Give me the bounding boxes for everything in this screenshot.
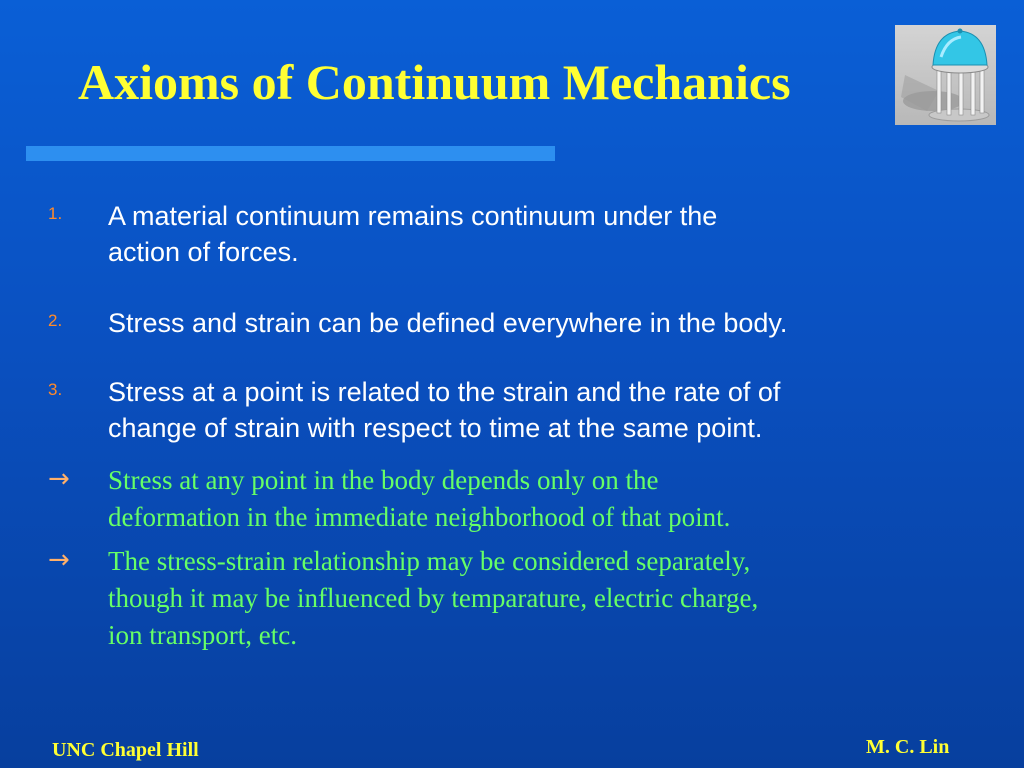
item-line: Stress and strain can be defined everywhere in the body. [108,308,788,338]
old-well-dome-icon [895,25,996,125]
sub-item-text [108,462,730,536]
item-text [108,374,780,446]
slide-title: Axioms of Continuum Mechanics [78,54,791,110]
right-arrow-icon: → [48,545,70,575]
footer-institution: UNC Chapel Hill [52,739,199,761]
sub-item-line: though it may be influenced by temparature, electric charge, [108,583,759,613]
item-text [108,198,717,270]
sub-item-line: The stress-strain relationship may be considered separately, [108,546,751,576]
right-arrow-icon: → [48,464,70,494]
item-text [108,305,787,341]
sub-item-line: Stress at any point in the body depends only on the [108,465,659,495]
footer-author: M. C. Lin [866,736,950,758]
item-line: Stress at a point is related to the strain and the rate of of [108,377,781,407]
item-number: 2. [48,311,63,330]
sub-item-line: ion transport, etc. [108,620,297,650]
item-line: action of forces. [108,237,299,267]
item-line: A material continuum remains continuum under the [108,201,718,231]
item-line: change of strain with respect to time at the same point. [108,413,763,443]
title-underline-bar [26,146,555,161]
item-number: 1. [48,204,63,223]
sub-item-text [108,543,758,654]
sub-item-line: deformation in the immediate neighborhood of that point. [108,502,731,532]
item-number: 3. [48,380,63,399]
